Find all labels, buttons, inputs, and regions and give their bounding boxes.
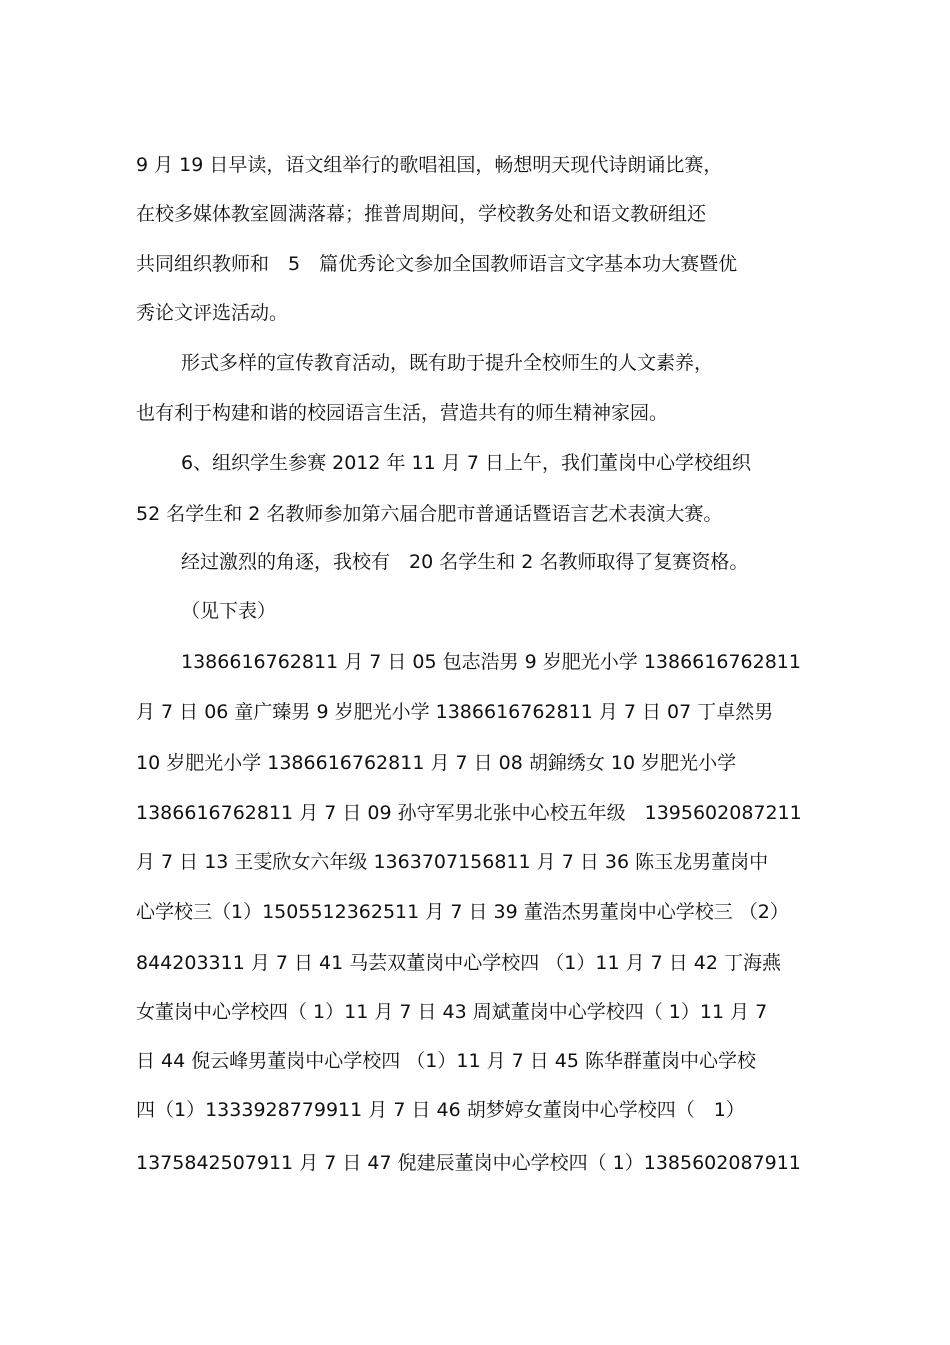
paragraph-first-line: 形式多样的宣传教育活动，既有助于提升全校师生的人文素养，	[181, 352, 714, 374]
table-reference: （见下表）	[181, 600, 277, 622]
text-line: 52 名学生和 2 名教师参加第六届合肥市普通话暨语言艺术表演大赛。	[136, 503, 723, 525]
paragraph-first-line: 1386616762811 月 7 日 05 包志浩男 9 岁肥光小学 1386616762811	[181, 651, 801, 673]
text-line: 1375842507911 月 7 日 47 倪建辰董岗中心学校四（ 1）1385602087911	[136, 1152, 801, 1174]
text-line: 1386616762811 月 7 日 09 孙守军男北张中心校五年级 1395602087211	[136, 802, 802, 824]
text-line: 女董岗中心学校四（ 1）11 月 7 日 43 周斌董岗中心学校四（ 1）11 月 7	[136, 1001, 768, 1023]
text-line: 月 7 日 13 王雯欣女六年级 1363707156811 月 7 日 36 陈玉龙男董岗中	[136, 851, 769, 873]
text-line: 四（1）1333928779911 月 7 日 46 胡梦婷女董岗中心学校四（ 1）	[136, 1099, 745, 1121]
text-line: 也有利于构建和谐的校园语言生活，营造共有的师生精神家园。	[136, 402, 669, 424]
text-line: 共同组织教师和 5 篇优秀论文参加全国教师语言文字基本功大赛暨优	[136, 253, 738, 275]
text-line: 10 岁肥光小学 1386616762811 月 7 日 08 胡錦绣女 10 岁肥光小学	[136, 752, 737, 774]
text-line: 秀论文评选活动。	[136, 302, 289, 324]
paragraph-first-line: 经过激烈的角逐，我校有 20 名学生和 2 名教师取得了复赛资格。	[181, 551, 749, 573]
text-line: 844203311 月 7 日 41 马芸双董岗中心学校四 （1）11 月 7 日 42 丁海燕	[136, 952, 782, 974]
text-line: 月 7 日 06 童广臻男 9 岁肥光小学 1386616762811 月 7 日 07 丁卓然男	[136, 701, 774, 723]
text-line: 在校多媒体教室圆满落幕；推普周期间，学校教务处和语文教研组还	[136, 203, 707, 225]
text-line: 日 44 倪云峰男董岗中心学校四 （1）11 月 7 日 45 陈华群董岗中心学校	[136, 1050, 757, 1072]
text-line: 心学校三（1）1505512362511 月 7 日 39 董浩杰男董岗中心学校三 （2）	[136, 901, 789, 923]
paragraph-first-line: 6、组织学生参赛 2012 年 11 月 7 日上午，我们董岗中心学校组织	[181, 452, 751, 474]
text-line: 9 月 19 日早读，语文组举行的歌唱祖国，畅想明天现代诗朗诵比赛，	[136, 154, 723, 176]
